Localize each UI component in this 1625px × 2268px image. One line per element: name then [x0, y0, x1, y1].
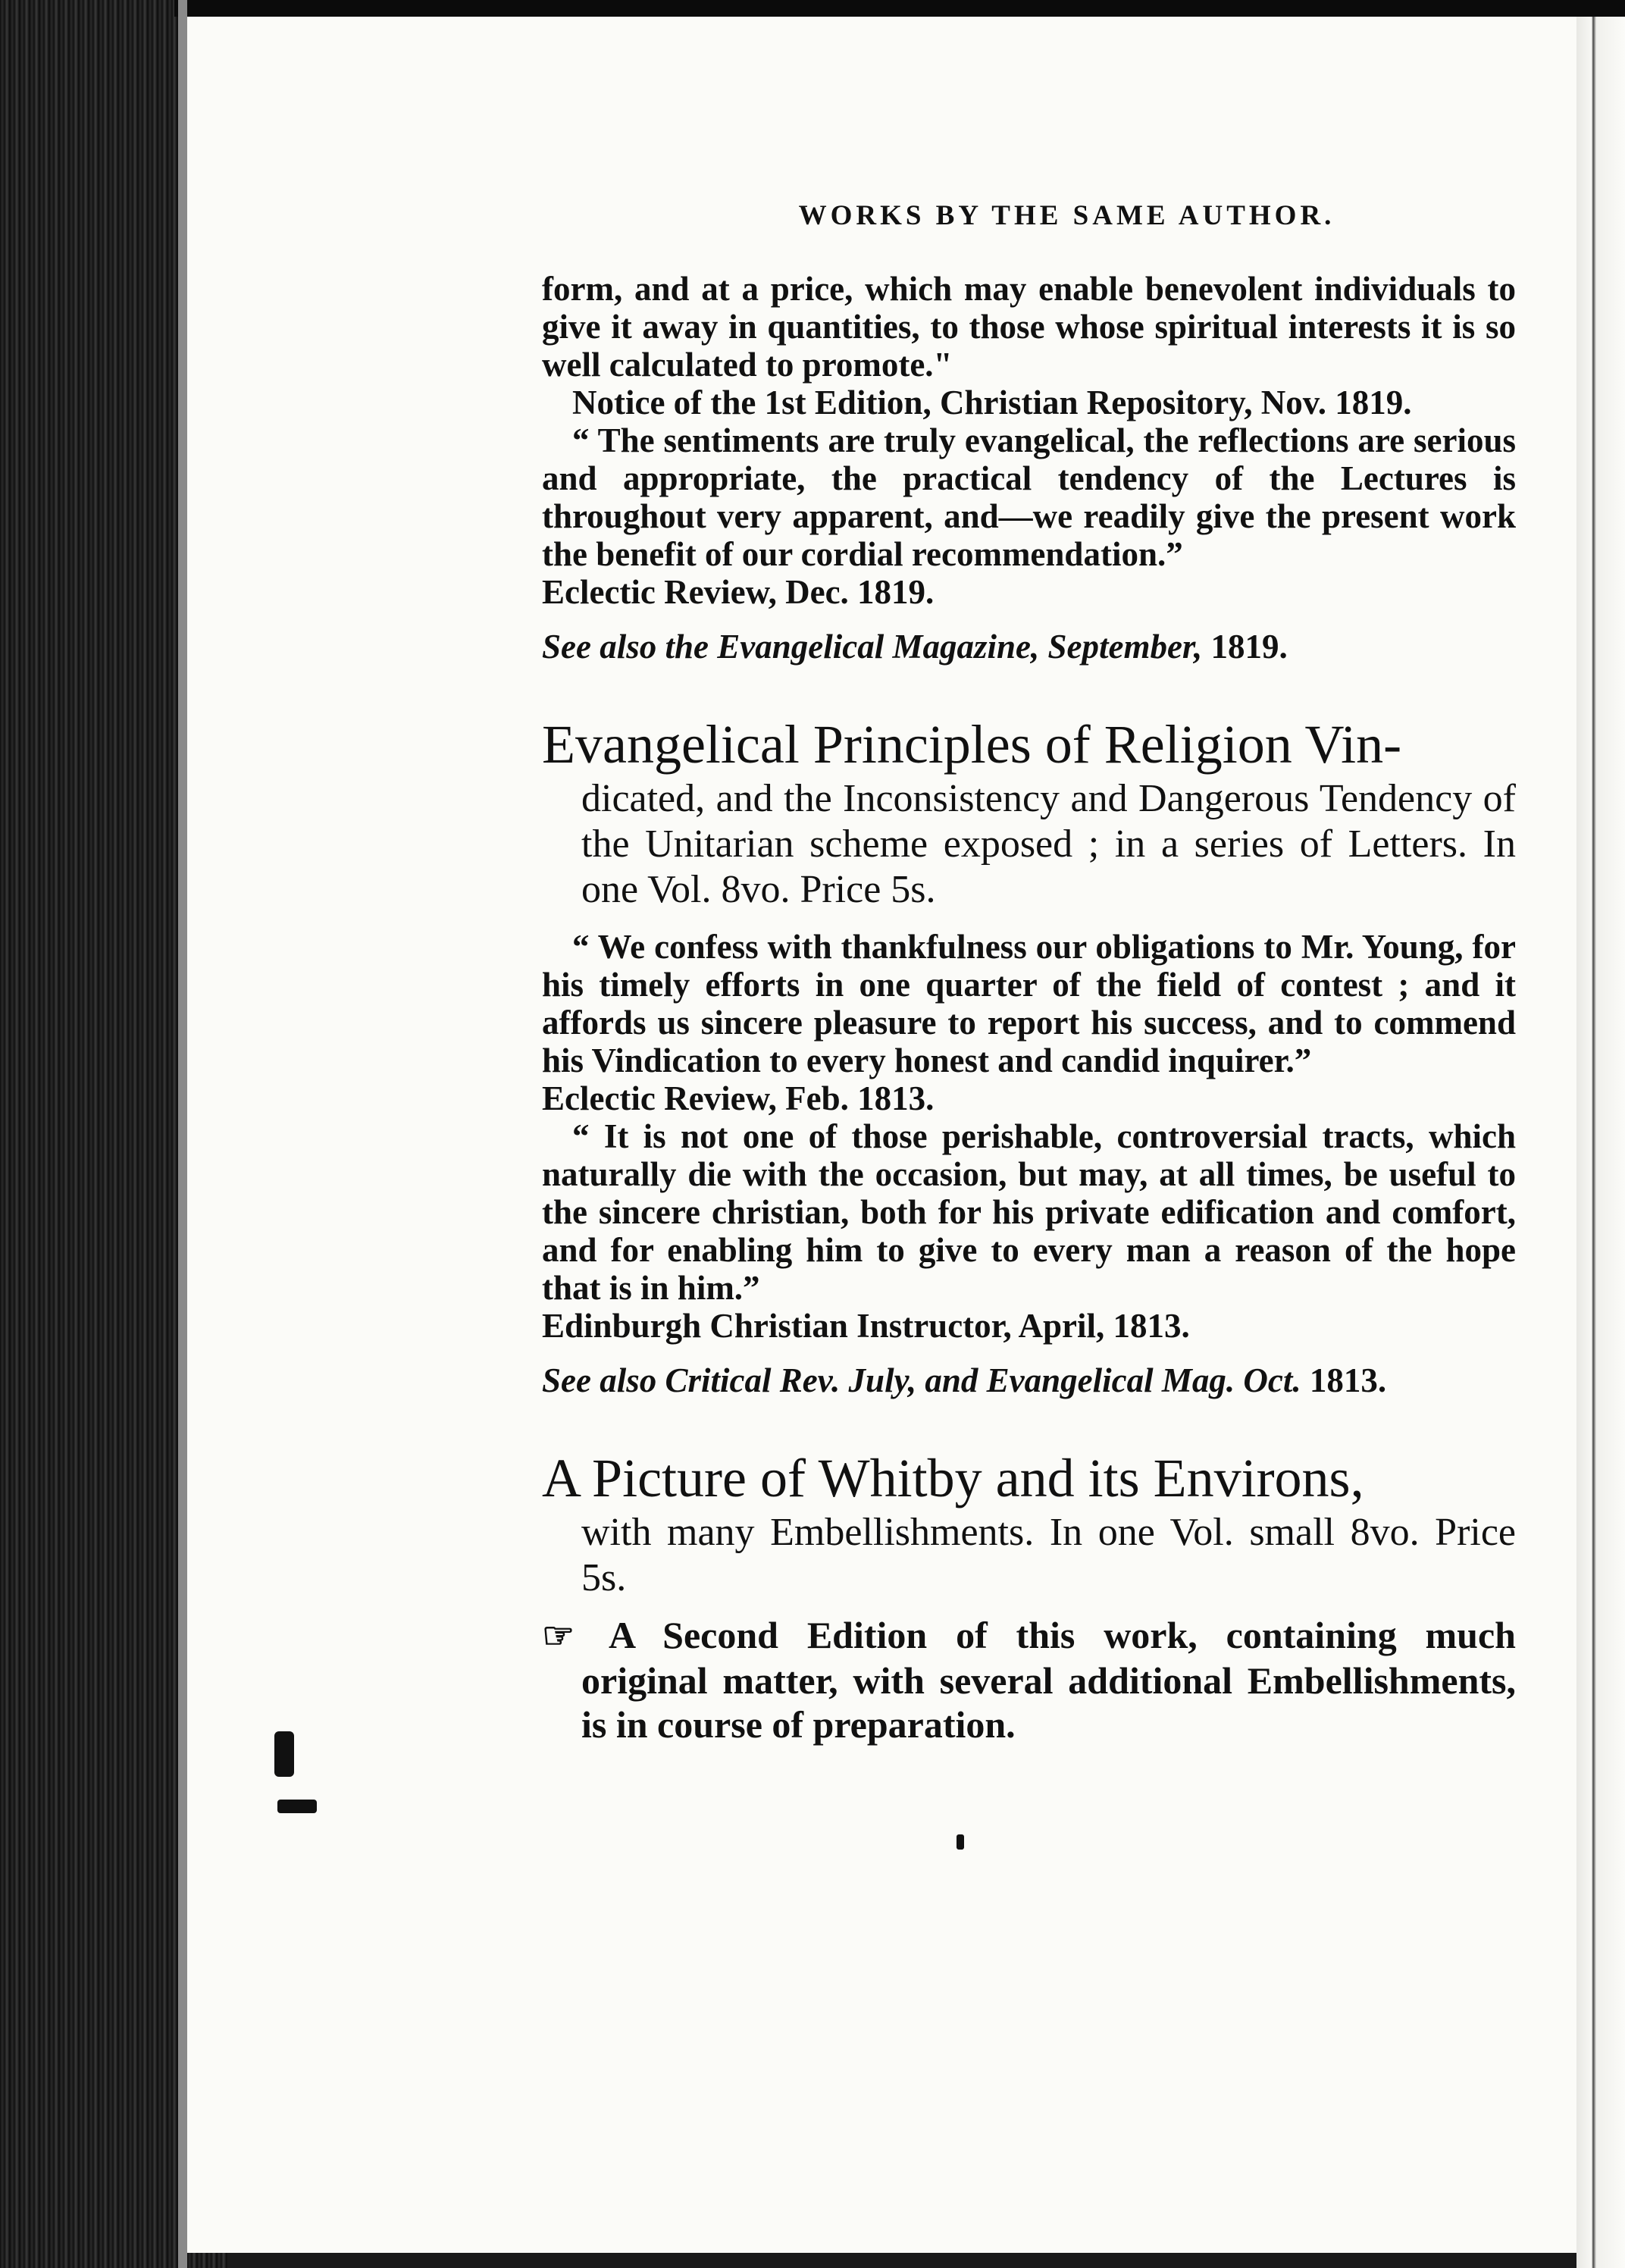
quote-edinburgh: “ It is not one of those perishable, controversial tracts, which naturally die with the occasion, but may, at all times, be useful to the sincere christian, both for his private edification and comfort, and for enabling him to give to every man a reason of the hope that is in him.” [542, 1117, 1516, 1307]
work-3-title-rest: with many Embellishments. In one Vol. small 8vo. Price 5s. [581, 1511, 1516, 1599]
work-2-title-rest-block [542, 776, 1516, 913]
quote-eclectic-1819: “ The sentiments are truly evangelical, the reflections are serious and appropriate, the practical tendency of the Lectures is throughout very apparent, and—we readily give the present work the benefit of our cordial recommendation.” [542, 421, 1516, 573]
see-also-2 [542, 1361, 1516, 1399]
see-also-1-year: 1819. [1210, 628, 1288, 666]
see-also-2-year: 1813. [1309, 1361, 1387, 1399]
work-2-title [542, 713, 1516, 913]
ink-blot-mark [274, 1731, 294, 1777]
page-gutter-edge [178, 0, 187, 2268]
work-2-title-lead: Evangelical Principles of Religion Vin- [542, 714, 1402, 775]
running-head: WORKS BY THE SAME AUTHOR. [798, 200, 1335, 231]
source-eclectic-1813: Eclectic Review, Feb. 1813. [542, 1079, 935, 1117]
work-3-title-lead: A Picture of Whitby and its Environs, [542, 1448, 1364, 1508]
see-also-2-text: See also Critical Rev. July, and Evangelical Mag. Oct. [542, 1361, 1301, 1399]
second-edition-text: A Second Edition of this work, containing much original matter, with several additional Embellishments, is in course of preparation. [581, 1614, 1516, 1746]
second-edition-note [542, 1613, 1516, 1746]
notice-line: Notice of the 1st Edition, Christian Repository, Nov. 1819. [572, 384, 1412, 421]
continued-quote: form, and at a price, which may enable benevolent individuals to give it away in quantities, to those whose spiritual interests it is so well calculated to promote." [542, 270, 1516, 384]
pointing-hand-icon: ☞ [542, 1616, 575, 1656]
source-eclectic-1819: Eclectic Review, Dec. 1819. [542, 573, 935, 611]
page-content [542, 197, 1516, 1784]
work-3-title [542, 1446, 1516, 1601]
ink-speck-mark [957, 1834, 964, 1850]
scan-top-border [174, 0, 1625, 17]
work-2-price: In one Vol. 8vo. Price 5s. [581, 822, 1516, 911]
ink-blot-mark [277, 1800, 317, 1813]
see-also-1 [542, 628, 1516, 666]
work-2-title-rest: dicated, and the Inconsistency and Dangerous Tendency of the Unitarian scheme exposed ; in a series of Letters. [581, 777, 1516, 866]
see-also-1-text: See also the Evangelical Magazine, September, [542, 628, 1203, 666]
quote-eclectic-1813: “ We confess with thankfulness our obligations to Mr. Young, for his timely efforts in one quarter of the field of contest ; and it affords us sincere pleasure to report his success, and to commend his Vindication to every honest and candid inquirer.” [542, 928, 1516, 1079]
page-right-edge [1576, 17, 1625, 2268]
source-edinburgh: Edinburgh Christian Instructor, April, 1813. [542, 1307, 1190, 1345]
